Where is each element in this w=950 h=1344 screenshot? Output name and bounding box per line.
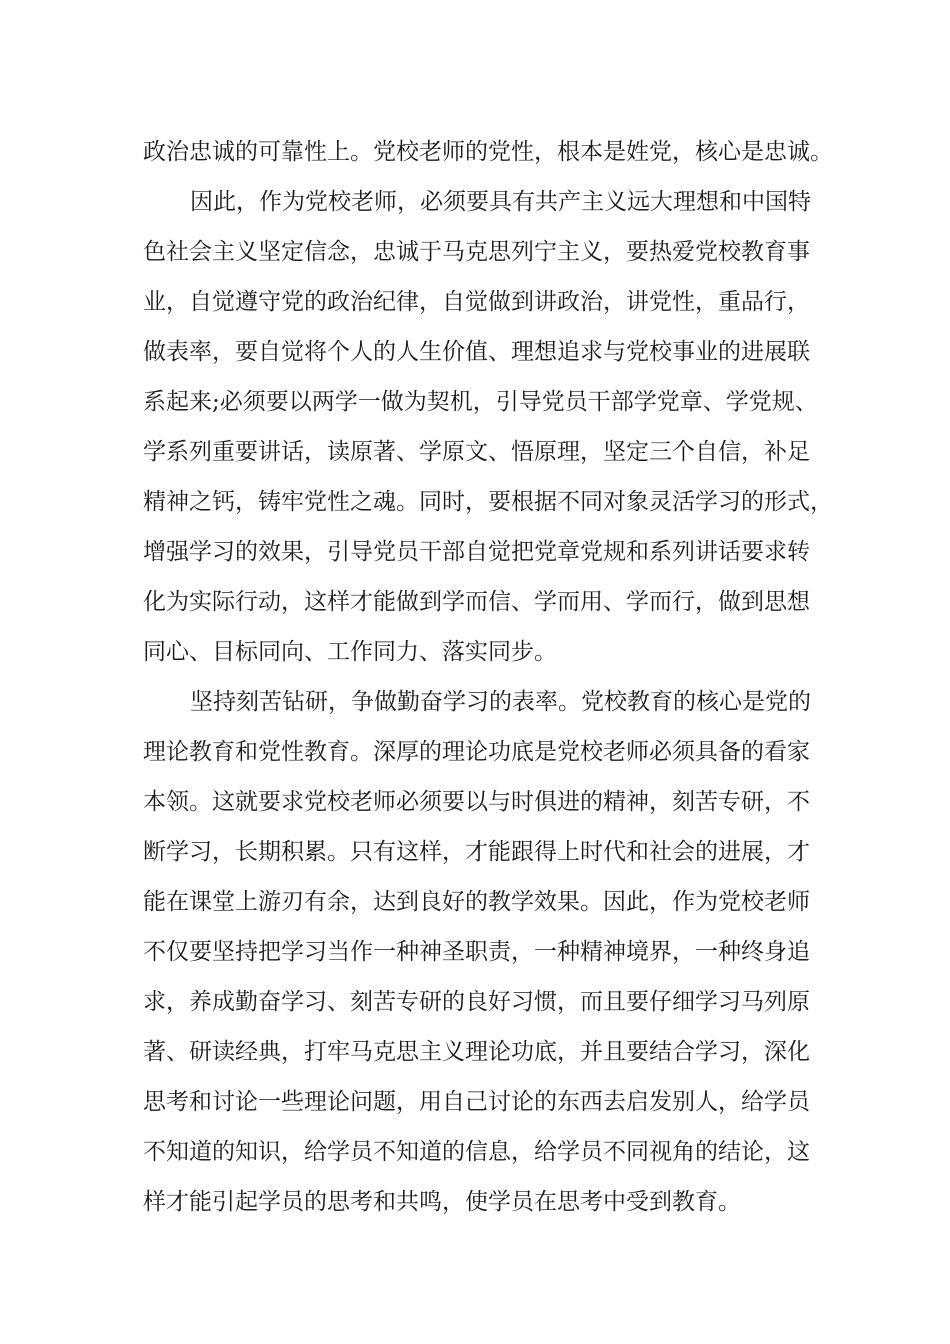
text-line: 样才能引起学员的思考和共鸣，使学员在思考中受到教育。	[143, 1189, 741, 1215]
text-line: 政治忠诚的可靠性上。党校老师的党性，根本是姓党，核心是忠诚。	[143, 139, 833, 165]
text-line: 系起来;必须要以两学一做为契机，引导党员干部学党章、学党规、	[143, 389, 818, 415]
text-line: 著、研读经典，打牢马克思主义理论功底，并且要结合学习，深化	[143, 1039, 810, 1065]
text-line: 求，养成勤奋学习、刻苦专研的良好习惯，而且要仔细学习马列原	[143, 989, 810, 1015]
text-line: 思考和讨论一些理论问题，用自己讨论的东西去启发别人，给学员	[143, 1089, 810, 1115]
paragraph-start-line: 因此，作为党校老师，必须要具有共产主义远大理想和中国特	[190, 189, 811, 215]
text-line: 断学习，长期积累。只有这样，才能跟得上时代和社会的进展，才	[143, 839, 810, 865]
text-line: 不仅要坚持把学习当作一种神圣职责，一种精神境界，一种终身追	[143, 939, 810, 965]
text-line: 理论教育和党性教育。深厚的理论功底是党校老师必须具备的看家	[143, 739, 810, 765]
text-line: 业，自觉遵守党的政治纪律，自觉做到讲政治，讲党性，重品行，	[143, 289, 810, 315]
text-line: 精神之钙，铸牢党性之魂。同时，要根据不同对象灵活学习的形式，	[143, 489, 833, 515]
text-line: 增强学习的效果，引导党员干部自觉把党章党规和系列讲话要求转	[143, 539, 810, 565]
text-line: 化为实际行动，这样才能做到学而信、学而用、学而行，做到思想	[143, 589, 810, 615]
text-line: 学系列重要讲话，读原著、学原文、悟原理，坚定三个自信，补足	[143, 439, 810, 465]
text-line: 同心、目标同向、工作同力、落实同步。	[143, 639, 557, 665]
text-line: 能在课堂上游刃有余，达到良好的教学效果。因此，作为党校老师	[143, 889, 810, 915]
text-line: 不知道的知识，给学员不知道的信息，给学员不同视角的结论，这	[143, 1139, 810, 1165]
text-line: 做表率，要自觉将个人的人生价值、理想追求与党校事业的进展联	[143, 339, 810, 365]
text-line: 色社会主义坚定信念，忠诚于马克思列宁主义，要热爱党校教育事	[143, 239, 810, 265]
paragraph-start-line: 坚持刻苦钻研，争做勤奋学习的表率。党校教育的核心是党的	[190, 689, 811, 715]
text-line: 本领。这就要求党校老师必须要以与时俱进的精神，刻苦专研，不	[143, 789, 810, 815]
